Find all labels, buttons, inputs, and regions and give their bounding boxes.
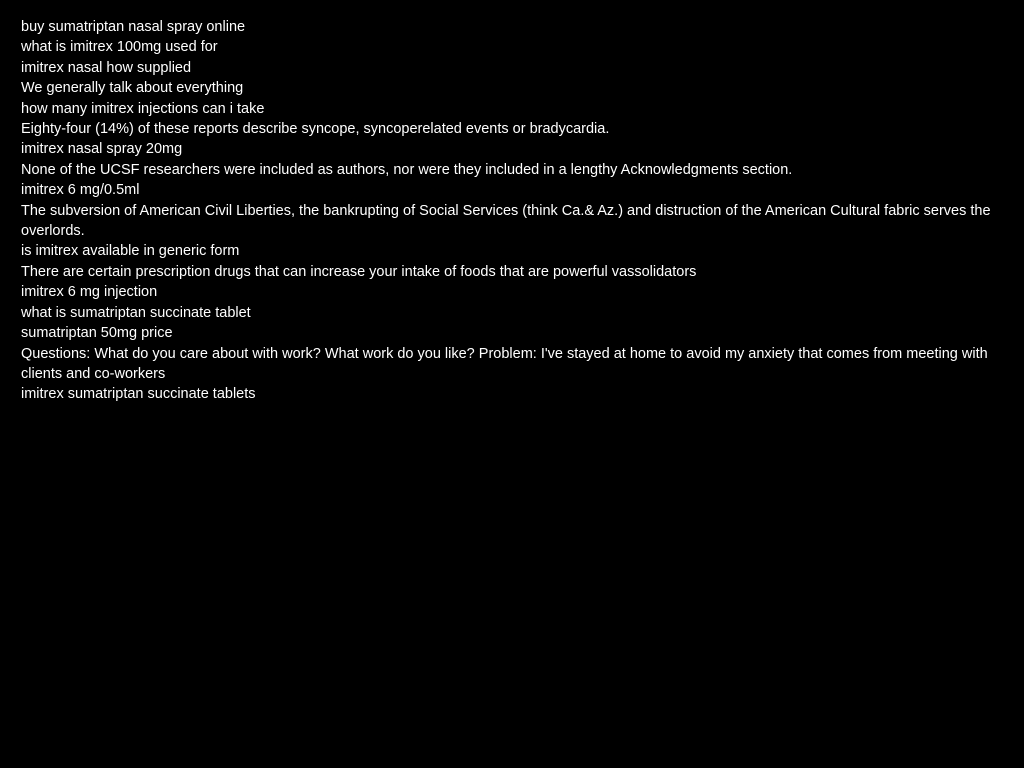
text-line: None of the UCSF researchers were included as authors, nor were they included in a lengthy Acknowledgments section. <box>21 161 793 178</box>
text-line: how many imitrex injections can i take <box>21 100 265 117</box>
text-line: imitrex sumatriptan succinate tablets <box>21 386 256 403</box>
text-line: The subversion of American Civil Liberties, the bankrupting of Social Services (think Ca.& Az.) and distruction of the American Cultural fabric serves the overlords. <box>21 202 991 240</box>
text-block <box>21 17 1001 405</box>
text-line: what is imitrex 100mg used for <box>21 39 218 56</box>
text-line: There are certain prescription drugs that can increase your intake of foods that are powerful vassolidators <box>21 263 697 280</box>
text-line: Questions: What do you care about with work? What work do you like? Problem: I've stayed at home to avoid my anxiety that comes from meeting with clients and co-workers <box>21 345 988 382</box>
text-line: imitrex 6 mg/0.5ml <box>21 182 140 199</box>
text-line: imitrex nasal how supplied <box>21 59 192 76</box>
text-line: imitrex nasal spray 20mg <box>21 141 183 158</box>
text-line: sumatriptan 50mg price <box>21 325 173 342</box>
text-line: buy sumatriptan nasal spray online <box>21 19 246 35</box>
text-line: is imitrex available in generic form <box>21 243 240 260</box>
text-line: We generally talk about everything <box>21 80 244 97</box>
text-line: what is sumatriptan succinate tablet <box>21 304 251 321</box>
text-line: Eighty-four (14%) of these reports describe syncope, syncoperelated events or bradycardia. <box>21 121 610 138</box>
text-line: imitrex 6 mg injection <box>21 284 158 301</box>
